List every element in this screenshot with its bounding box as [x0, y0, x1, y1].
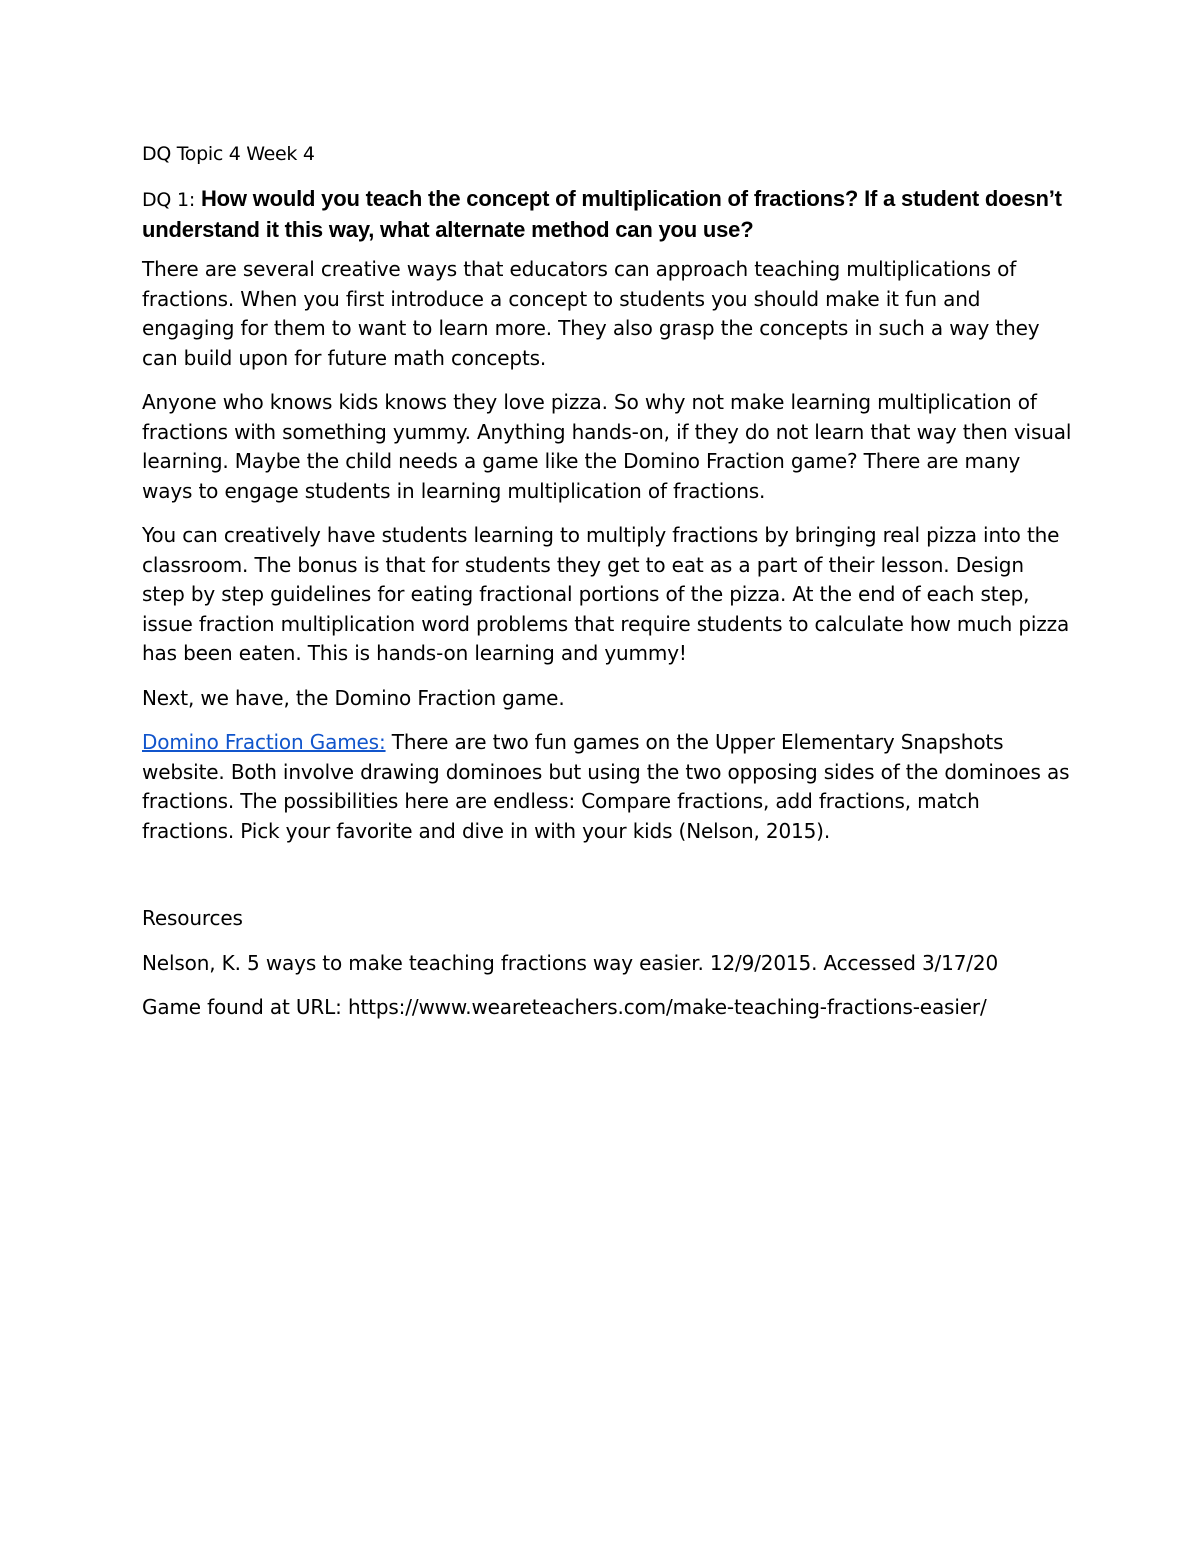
- resources-heading: Resources: [142, 906, 243, 930]
- discussion-question: [142, 184, 1072, 245]
- resource-game-url: Game found at URL: https://www.weareteachers.com/make-teaching-fractions-easier/: [142, 995, 987, 1019]
- question-text: How would you teach the concept of multiplication of fractions? If a student doesn’t understand it this way, what alternate method can you use?: [142, 186, 1062, 242]
- domino-paragraph-text: There are two fun games on the Upper Elementary Snapshots website. Both involve drawing dominoes but using the two opposing sides of the dominoes as fractions. The possibilities here are endless: Compare fractions, add fractions, match fractions. Pick your favorite and dive in with your kids (Nelson, 2015).: [142, 730, 1070, 843]
- paragraph-pizza-idea: Anyone who knows kids knows they love pizza. So why not make learning multiplication of fractions with something yummy. Anything hands-on, if they do not learn that way then visual learning. Maybe the child needs a game like the Domino Fraction game? There are many ways to engage students in learning multiplication of fractions.: [142, 390, 1072, 503]
- paragraph-domino: [142, 728, 1072, 846]
- document-title: DQ Topic 4 Week 4: [142, 143, 315, 165]
- paragraph-pizza-lesson: You can creatively have students learning to multiply fractions by bringing real pizza into the classroom. The bonus is that for students they get to eat as a part of their lesson. Design step by step guidelines for eating fractional portions of the pizza. At the end of each step, issue fraction multiplication word problems that require students to calculate how much pizza has been eaten. This is hands-on learning and yummy!: [142, 523, 1070, 665]
- resource-citation: Nelson, K. 5 ways to make teaching fractions way easier. 12/9/2015. Accessed 3/17/20: [142, 950, 999, 975]
- paragraph-next: Next, we have, the Domino Fraction game.: [142, 685, 565, 710]
- question-prefix: DQ 1:: [142, 189, 201, 211]
- domino-fraction-games-link[interactable]: Domino Fraction Games:: [142, 730, 386, 754]
- blank-line: [142, 861, 1072, 904]
- paragraph-intro: There are several creative ways that educators can approach teaching multiplications of fractions. When you first introduce a concept to students you should make it fun and engaging for them to want to learn more. They also grasp the concepts in such a way they can build upon for future math concepts.: [142, 257, 1040, 370]
- document-body: [142, 140, 1072, 1038]
